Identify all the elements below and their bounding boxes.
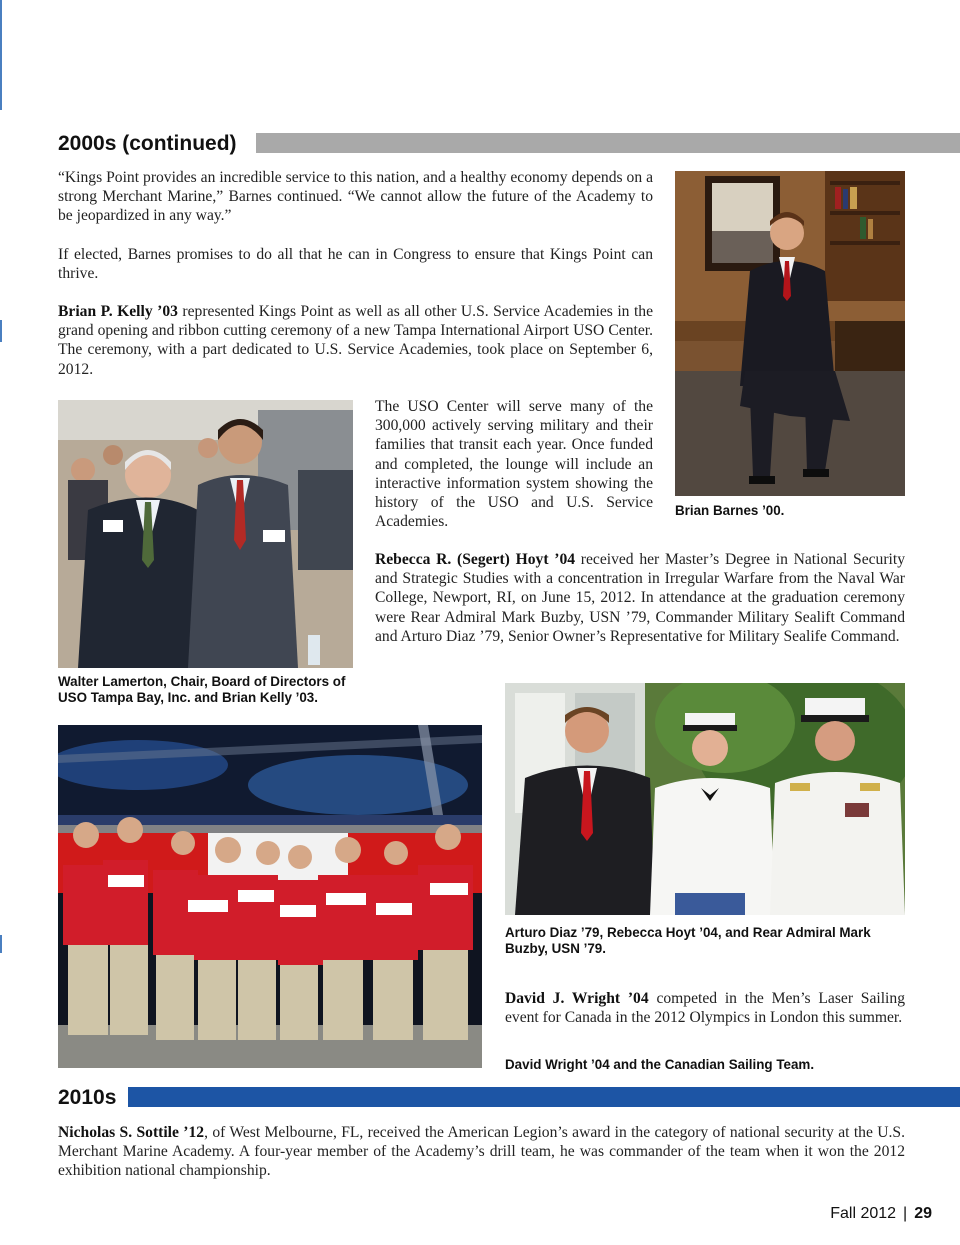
name-kelly: Brian P. Kelly ’03 — [58, 303, 178, 320]
paragraph-uso-center: The USO Center will serve many of the 300,000 actively serving military and their families that transit each year. Once funded and completed, the lounge will include an interactive information system showing the history of the USO and U.S. Service Academies. — [375, 398, 653, 531]
paragraph-barnes-elected: If elected, Barnes promises to do all that he can in Congress to ensure that Kings Point can thrive. — [58, 246, 653, 283]
name-sottile: Nicholas S. Sottile ’12 — [58, 1124, 205, 1141]
photo-lamerton-kelly — [58, 400, 353, 668]
section-title-2000s: 2000s (continued) — [58, 132, 237, 155]
caption-barnes: Brian Barnes ’00. — [675, 503, 785, 518]
page-footer — [830, 1205, 932, 1223]
section-bar-2010s — [128, 1087, 960, 1107]
photo-canadian-sailing-team — [58, 725, 482, 1068]
name-hoyt: Rebecca R. (Segert) Hoyt ’04 — [375, 551, 576, 568]
footer-issue: Fall 2012 — [830, 1205, 897, 1222]
paragraph-hoyt — [375, 550, 905, 646]
paragraph-hoyt-text: received her Master’s Degree in National Security and Strategic Studies with a concentration in Irregular Warfare from the Naval War College, Newport, RI, on June 15, 2012. In attendance at the graduation ceremony were Rear Admiral Mark Buzby, USN ’79, Commander Military Sealift Command and Arturo Diaz ’79, Senior Owner’s Representative for Military Sealife Command. — [375, 551, 906, 645]
edge-mark-low — [0, 935, 2, 953]
paragraph-kelly-text: represented Kings Point as well as all other U.S. Service Academies in the grand opening and ribbon cutting ceremony of a new Tampa International Airport USO Center. The ceremony, with a part dedicated to U.S. Service Academies, took place on September 6, 2012. — [58, 303, 653, 378]
edge-mark-top — [0, 0, 2, 110]
edge-mark-mid — [0, 320, 2, 342]
section-title-2010s: 2010s — [58, 1086, 117, 1109]
caption-hoyt: Arturo Diaz ’79, Rebecca Hoyt ’04, and Rear Admiral Mark Buzby, USN ’79. — [505, 925, 871, 956]
photo-diaz-hoyt-buzby — [505, 683, 905, 915]
name-wright: David J. Wright ’04 — [505, 990, 649, 1007]
paragraph-barnes-quote: “Kings Point provides an incredible service to this nation, and a healthy economy depends on a strong Merchant Marine,” Barnes continued. “We cannot allow the future of the Academy to be jeopardized in any way.” — [58, 169, 653, 225]
paragraph-sottile — [58, 1123, 905, 1181]
paragraph-kelly — [58, 302, 653, 379]
paragraph-sottile-text: , of West Melbourne, FL, received the American Legion’s award in the category of national security at the U.S. Merchant Marine Academy. A four-year member of the Academy’s drill team, he was commander of the team when it won the 2012 exhibition national championship. — [58, 1124, 905, 1180]
paragraph-wright — [505, 989, 905, 1027]
footer-separator: | — [903, 1205, 908, 1222]
caption-wright: David Wright ’04 and the Canadian Sailing Team. — [505, 1057, 815, 1072]
page-number: 29 — [914, 1205, 932, 1222]
caption-kelly: Walter Lamerton, Chair, Board of Directors of USO Tampa Bay, Inc. and Brian Kelly ’03. — [58, 674, 346, 705]
photo-brian-barnes — [675, 171, 905, 496]
section-bar-2000s — [256, 133, 960, 153]
paragraph-wright-text: competed in the Men’s Laser Sailing event for Canada in the 2012 Olympics in London this summer. — [505, 990, 905, 1027]
